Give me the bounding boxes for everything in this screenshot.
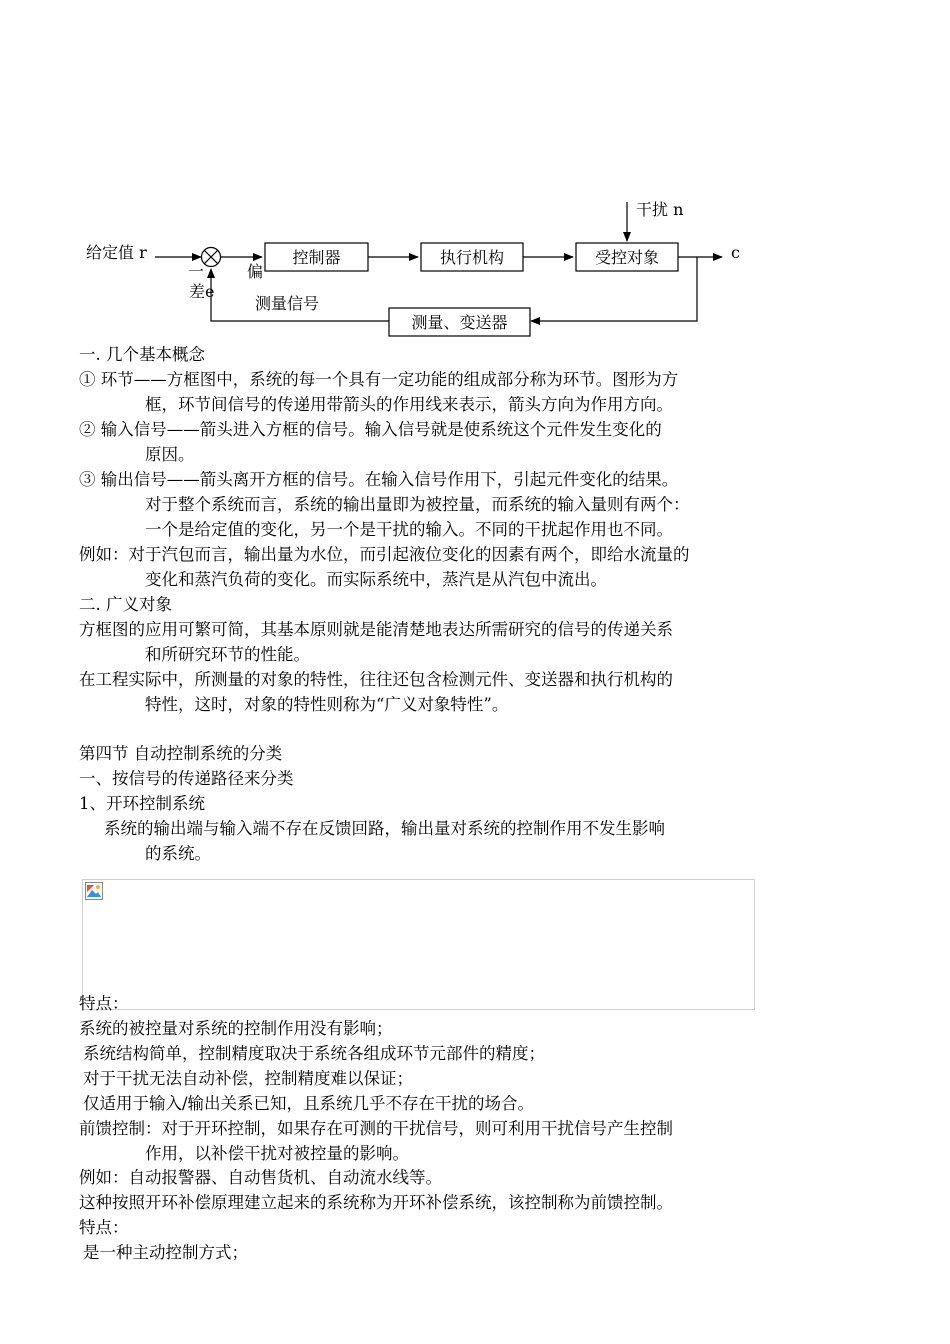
example-drum <box>79 542 779 592</box>
setpoint-label: 给定值 r <box>86 243 147 262</box>
item-link-line1: ① 环节——方框图中，系统的每一个具有一定功能的组成部分称为环节。图形为方 <box>79 370 679 389</box>
summing-junction <box>202 248 221 267</box>
feature-no-influence: 系统的被控量对系统的控制作用没有影响； <box>79 1019 393 1038</box>
item-output-line1: ③ 输出信号——箭头离开方框的信号。在输入信号作用下，引起元件变化的结果。 <box>79 470 679 489</box>
feature-simple-structure: 系统结构简单，控制精度取决于系统各组成环节元部件的精度； <box>83 1044 545 1063</box>
output-label: c <box>731 243 740 262</box>
example-drum-line1: 例如：对于汽包而言，输出量为水位，而引起液位变化的因素有两个，即给水流量的 <box>79 545 690 564</box>
feature-applicability: 仅适用于输入/输出关系已知，且系统几乎不存在干扰的场合。 <box>83 1094 535 1113</box>
para-block-diagram-line2: 和所研究环节的性能。 <box>145 645 310 664</box>
controller-label: 控制器 <box>292 248 341 267</box>
para-engineering-line1: 在工程实际中，所测量的对象的特性，往往还包含检测元件、变送器和执行机构的 <box>79 670 673 689</box>
para-feedforward <box>79 1116 779 1166</box>
disturbance-label: 干扰 n <box>636 200 684 219</box>
item-link-line2: 框，环节间信号的传递用带箭头的作用线来表示，箭头方向为作用方向。 <box>145 395 673 414</box>
broken-image-icon <box>85 882 103 900</box>
heading-generalized-object: 二. 广义对象 <box>79 595 172 614</box>
item-output-signal <box>79 467 779 542</box>
para-open-loop-line1: 系统的输出端与输入端不存在反馈回路，输出量对系统的控制作用不发生影响 <box>104 819 665 838</box>
heading-basic-concepts: 一. 几个基本概念 <box>79 345 205 364</box>
minus-sign: 一 <box>188 262 205 281</box>
deviation-label-right: 偏 <box>247 262 264 281</box>
feature-active-control: 是一种主动控制方式； <box>83 1243 248 1262</box>
item-output-line3: 一个是给定值的变化，另一个是干扰的输入。不同的干扰起作用也不同。 <box>145 520 673 539</box>
item-link <box>79 367 779 417</box>
para-feedforward-line1: 前馈控制：对于开环控制，如果存在可测的干扰信号，则可利用干扰信号产生控制 <box>79 1119 673 1138</box>
para-block-diagram-line1: 方框图的应用可繁可简，其基本原则就是能清楚地表达所需研究的信号的传递关系 <box>79 620 673 639</box>
features-label-2: 特点： <box>79 1218 129 1237</box>
sensor-label: 测量、变送器 <box>411 313 508 332</box>
para-open-loop <box>79 816 779 866</box>
features-label-1: 特点： <box>79 994 129 1013</box>
para-open-loop-line2: 的系统。 <box>145 844 211 863</box>
control-block-diagram <box>0 0 950 345</box>
item-input-signal <box>79 417 779 467</box>
section-heading-classification: 第四节 自动控制系统的分类 <box>79 744 283 763</box>
subheading-signal-path: 一、按信号的传递路径来分类 <box>79 769 294 788</box>
para-compensation: 这种按照开环补偿原理建立起来的系统称为开环补偿系统，该控制称为前馈控制。 <box>79 1193 673 1212</box>
feedback-signal-label: 测量信号 <box>255 294 320 313</box>
plant-label: 受控对象 <box>594 248 660 267</box>
deviation-label-left: 差e <box>189 282 215 301</box>
actuator-label: 执行机构 <box>439 248 505 267</box>
para-feedforward-line2: 作用，以补偿干扰对被控量的影响。 <box>145 1144 409 1163</box>
para-engineering <box>79 667 779 717</box>
item-output-line2: 对于整个系统而言，系统的输出量即为被控量，而系统的输入量则有两个： <box>145 495 690 514</box>
subheading-open-loop: 1、开环控制系统 <box>79 794 205 813</box>
example-open-loop: 例如：自动报警器、自动售货机、自动流水线等。 <box>79 1168 442 1187</box>
para-block-diagram <box>79 617 779 667</box>
feature-no-compensation: 对于干扰无法自动补偿，控制精度难以保证； <box>83 1069 413 1088</box>
para-engineering-line2: 特性，这时，对象的特性则称为“广义对象特性”。 <box>145 695 509 714</box>
example-drum-line2: 变化和蒸汽负荷的变化。而实际系统中，蒸汽是从汽包中流出。 <box>145 570 607 589</box>
item-input-line1: ② 输入信号——箭头进入方框的信号。输入信号就是使系统这个元件发生变化的 <box>79 420 662 439</box>
item-input-line2: 原因。 <box>145 445 195 464</box>
